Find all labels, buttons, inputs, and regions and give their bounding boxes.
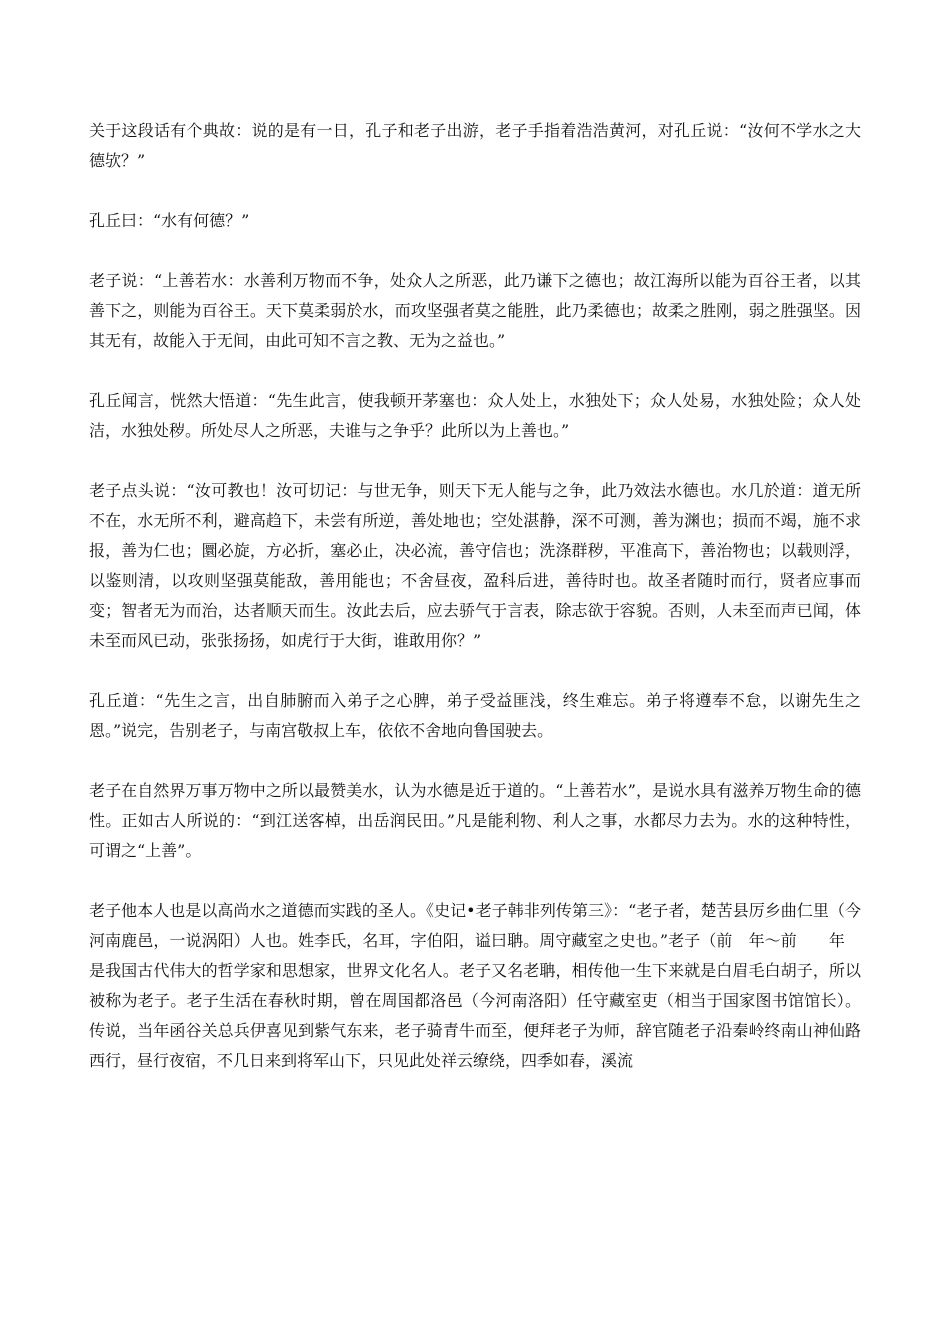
paragraph-5: 老子点头说：“汝可教也！汝可切记：与世无争，则天下无人能与之争，此乃效法水德也。水几於道：道无所不在，水无所不利，避高趋下，未尝有所逆，善处地也；空处湛静，深不可测，善为渊也；损而不竭，施不求报，善为仁也；圜必旋，方必折，塞必止，决必流，善守信也；洗涤群秽，平准高下，善治物也；以载则浮，以鉴则清，以攻则坚强莫能敌，善用能也；不舍昼夜，盈科后进，善待时也。故圣者随时而行，贤者应事而变；智者无为而治，达者顺天而生。汝此去后，应去骄气于言表，除志欲于容貌。否则，人未至而声已闻，体未至而风已动，张张扬扬，如虎行于大街，谁敢用你？” (89, 481, 861, 650)
paragraph-8 (89, 896, 861, 1076)
paragraph-8-part-3: 年 (828, 931, 845, 950)
paragraph-7: 老子在自然界万事万物中之所以最赞美水，认为水德是近于道的。“上善若水”，是说水具有滋养万物生命的德性。正如古人所说的：“到江送客棹，出岳润民田。”凡是能利物、利人之事，水都尽力去为。水的这种特性，可谓之“上善”。 (89, 781, 861, 860)
paragraph-3: 老子说：“上善若水：水善利万物而不争，处众人之所恶，此乃谦下之德也；故江海所以能为百谷王者，以其善下之，则能为百谷王。天下莫柔弱於水，而攻坚强者莫之能胜，此乃柔德也；故柔之胜刚，弱之胜强坚。因其无有，故能入于无间，由此可知不言之教、无为之益也。” (89, 271, 861, 350)
paragraph-2: 孔丘曰：“水有何德？” (89, 211, 250, 230)
paragraph-1: 关于这段话有个典故：说的是有一日，孔子和老子出游，老子手指着浩浩黄河，对孔丘说：“汝何不学水之大德欤？” (89, 121, 861, 170)
paragraph-8-part-1: 老子他本人也是以高尚水之道德而实践的圣人。《史记•老子韩非列传第三》：“老子者，楚苦县厉乡曲仁里（今河南鹿邑，一说涡阳）人也。姓李氏，名耳，字伯阳，谥曰聃。周守藏室之史也。”老子（前 (89, 901, 861, 950)
paragraph-4: 孔丘闻言，恍然大悟道：“先生此言，使我顿开茅塞也：众人处上，水独处下；众人处易，水独处险；众人处洁，水独处秽。所处尽人之所恶，夫谁与之争乎？此所以为上善也。” (89, 391, 861, 440)
paragraph-8-part-4: 是我国古代伟大的哲学家和思想家，世界文化名人。老子又名老聃，相传他一生下来就是白眉毛白胡子，所以被称为老子。老子生活在春秋时期，曾在周国都洛邑（今河南洛阳）任守藏室吏（相当于国家图书馆馆长）。传说，当年函谷关总兵伊喜见到紫气东来，老子骑青牛而至，便拜老子为师，辞官随老子沿秦岭终南山神仙路西行，昼行夜宿，不几日来到将军山下，只见此处祥云缭绕，四季如春，溪流 (89, 961, 861, 1070)
paragraph-8-part-2: 年～前 (748, 931, 797, 950)
document-body (89, 116, 861, 1076)
paragraph-6: 孔丘道：“先生之言，出自肺腑而入弟子之心脾，弟子受益匪浅，终生难忘。弟子将遵奉不怠，以谢先生之恩。”说完，告别老子，与南宫敬叔上车，依依不舍地向鲁国驶去。 (89, 691, 861, 740)
